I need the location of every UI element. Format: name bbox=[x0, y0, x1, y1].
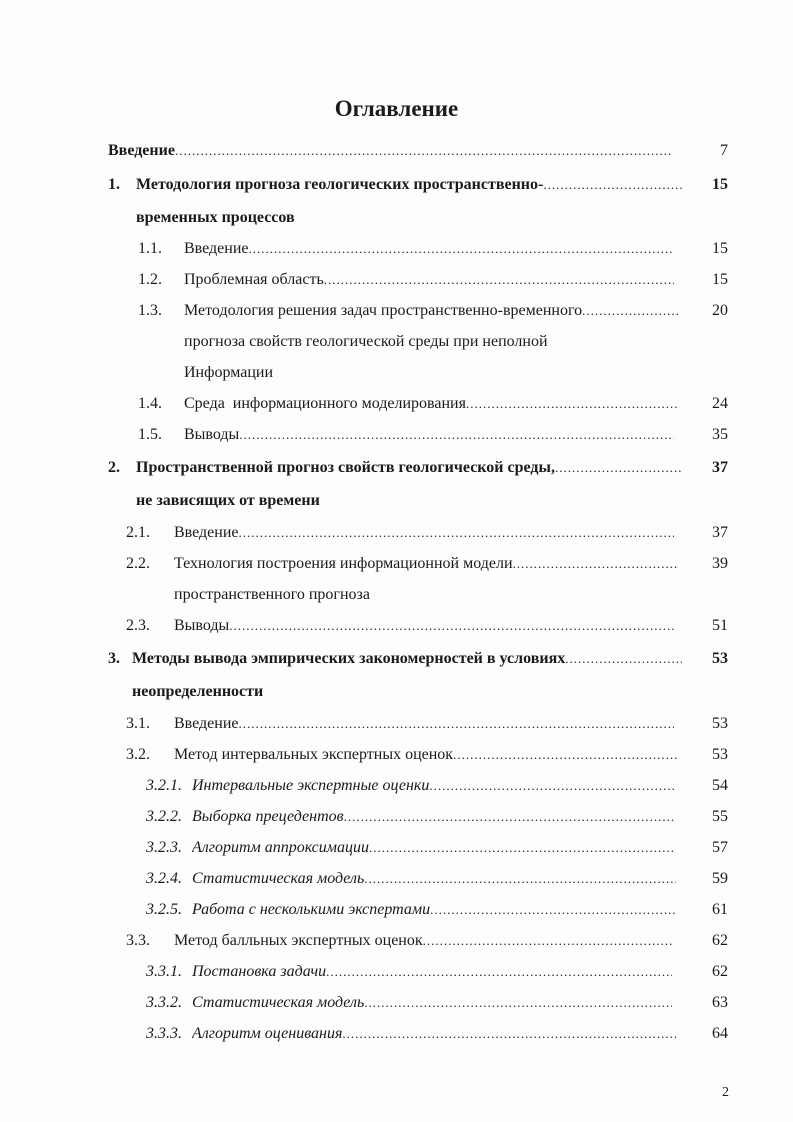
toc-entry-text: Проблемная область bbox=[184, 271, 324, 288]
toc-entry-continuation: Информации bbox=[184, 364, 274, 381]
toc-page-number: 39 bbox=[712, 555, 728, 572]
toc-page-number: 63 bbox=[712, 994, 728, 1011]
toc-entry-text: Введение bbox=[174, 524, 239, 541]
dot-leader bbox=[344, 807, 676, 827]
toc-number: 3.3.2. bbox=[146, 994, 182, 1011]
toc-page-number: 57 bbox=[712, 839, 728, 856]
toc-page-number: 15 bbox=[712, 240, 728, 257]
toc-number: 2. bbox=[108, 459, 120, 476]
toc-entry-text: Пространственной прогноз свойств геологической среды, bbox=[136, 459, 555, 476]
toc-number: 1.3. bbox=[138, 302, 162, 319]
toc-title: Оглавление bbox=[334, 96, 459, 121]
toc-number: 1.1. bbox=[138, 240, 162, 257]
toc-page-number: 53 bbox=[712, 650, 728, 667]
toc-page-number: 59 bbox=[712, 870, 728, 887]
toc-number: 3.2.4. bbox=[146, 870, 182, 887]
dot-leader bbox=[369, 838, 676, 858]
toc-entry-text: Технология построения информационной модели bbox=[174, 555, 513, 572]
dot-leader bbox=[466, 394, 678, 414]
toc-page-number: 15 bbox=[712, 271, 728, 288]
toc-entry-text: Работа с несколькими экспертами bbox=[192, 901, 431, 918]
toc-number: 3.3.3. bbox=[146, 1025, 182, 1042]
toc-entry-continuation: прогноза свойств геологической среды при неполной bbox=[184, 333, 548, 350]
dot-leader bbox=[429, 776, 676, 796]
toc-page-number: 53 bbox=[712, 715, 728, 732]
toc-number: 3.3. bbox=[126, 932, 150, 949]
toc-number: 1.2. bbox=[138, 271, 162, 288]
toc-page-number: 15 bbox=[712, 176, 728, 193]
toc-entry-text: Выводы bbox=[184, 426, 240, 443]
toc-page-number: 62 bbox=[712, 932, 728, 949]
toc-entry-continuation: пространственного прогноза bbox=[174, 586, 370, 603]
toc-page-number: 20 bbox=[712, 302, 728, 319]
dot-leader bbox=[239, 523, 675, 543]
toc-entry-text: Методология решения задач пространственно-временного bbox=[184, 302, 583, 319]
toc-entry-text: Интервальные экспертные оценки bbox=[192, 777, 430, 794]
toc-entry-text: Методы вывода эмпирических закономерностей в условиях bbox=[132, 650, 566, 667]
toc-number: 3.2.2. bbox=[146, 808, 182, 825]
toc-number: 3.2.5. bbox=[146, 901, 182, 918]
dot-leader bbox=[543, 175, 682, 195]
toc-entry-text: Введение bbox=[174, 715, 239, 732]
toc-page-number: 61 bbox=[712, 901, 728, 918]
toc-entry-text: Метод балльных экспертных оценок bbox=[174, 932, 423, 949]
dot-leader bbox=[175, 141, 671, 161]
dot-leader bbox=[555, 458, 682, 478]
toc-page-number: 37 bbox=[712, 524, 728, 541]
dot-leader bbox=[453, 745, 678, 765]
toc-entry-text: Введение bbox=[108, 142, 175, 159]
toc-entry-text: Методология прогноза геологических пространственно- bbox=[136, 176, 544, 193]
toc-entry-text: Среда информационного моделирования bbox=[184, 395, 466, 412]
toc-page-number: 53 bbox=[712, 746, 728, 763]
page-number-footer: 2 bbox=[722, 1085, 729, 1100]
toc-entry-text: Алгоритм аппроксимации bbox=[192, 839, 369, 856]
toc-entry-text: Постановка задачи bbox=[192, 963, 327, 980]
toc-page-number: 7 bbox=[720, 142, 728, 159]
toc-entry-text: Статистическая модель bbox=[192, 994, 365, 1011]
dot-leader bbox=[513, 554, 678, 574]
dot-leader bbox=[326, 962, 672, 982]
toc-page-number: 24 bbox=[712, 395, 728, 412]
dot-leader bbox=[229, 616, 674, 636]
toc-page-number: 54 bbox=[712, 777, 728, 794]
toc-entry-text: Метод интервальных экспертных оценок bbox=[174, 746, 454, 763]
dot-leader bbox=[423, 931, 674, 951]
toc-entry-text: Выборка прецедентов bbox=[192, 808, 344, 825]
dot-leader bbox=[239, 425, 674, 445]
toc-number: 1.4. bbox=[138, 395, 162, 412]
toc-page-number: 35 bbox=[712, 426, 728, 443]
toc-entry-continuation: не зависящих от времени bbox=[136, 492, 320, 509]
toc-number: 2.1. bbox=[126, 524, 150, 541]
dot-leader bbox=[239, 714, 675, 734]
toc-entry-continuation: временных процессов bbox=[136, 209, 295, 226]
toc-page-number: 51 bbox=[712, 617, 728, 634]
toc-number: 3. bbox=[108, 650, 120, 667]
toc-page-number: 64 bbox=[712, 1025, 728, 1042]
dot-leader bbox=[565, 649, 682, 669]
toc-entry-text: Статистическая модель bbox=[192, 870, 365, 887]
dot-leader bbox=[342, 1024, 676, 1044]
dot-leader bbox=[364, 993, 672, 1013]
toc-entry-text: Выводы bbox=[174, 617, 230, 634]
toc-entry-text: Введение bbox=[184, 240, 249, 257]
toc-number: 2.2. bbox=[126, 555, 150, 572]
toc-page-number: 62 bbox=[712, 963, 728, 980]
toc-number: 3.2.3. bbox=[146, 839, 182, 856]
toc-number: 3.2. bbox=[126, 746, 150, 763]
toc-number: 1.5. bbox=[138, 426, 162, 443]
dot-leader bbox=[430, 900, 676, 920]
dot-leader bbox=[324, 270, 674, 290]
toc-number: 3.1. bbox=[126, 715, 150, 732]
dot-leader bbox=[364, 869, 676, 889]
toc-number: 3.3.1. bbox=[146, 963, 182, 980]
toc-page-number: 37 bbox=[712, 459, 728, 476]
toc-page-number: 55 bbox=[712, 808, 728, 825]
toc-entry-continuation: неопределенности bbox=[132, 683, 264, 700]
toc-number: 2.3. bbox=[126, 617, 150, 634]
dot-leader bbox=[582, 301, 678, 321]
dot-leader bbox=[249, 239, 675, 259]
toc-entry-text: Алгоритм оценивания bbox=[192, 1025, 343, 1042]
toc-number: 3.2.1. bbox=[146, 777, 182, 794]
toc-number: 1. bbox=[108, 176, 120, 193]
